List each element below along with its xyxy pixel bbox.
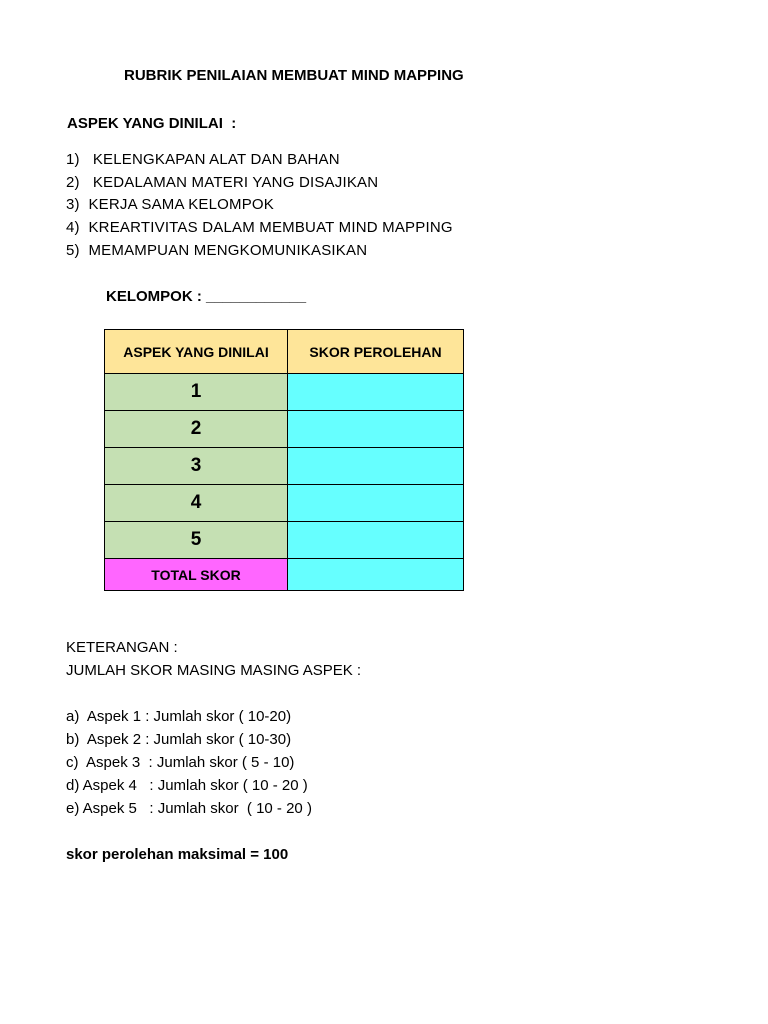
score-cell — [288, 448, 464, 485]
header-score-cell: SKOR PEROLEHAN — [288, 330, 464, 374]
table-row — [105, 411, 464, 448]
total-label-cell: TOTAL SKOR — [105, 559, 288, 591]
note-item-e: e) Aspek 5 : Jumlah skor ( 10 - 20 ) — [66, 800, 312, 817]
table-row — [105, 522, 464, 559]
note-item-d: d) Aspek 4 : Jumlah skor ( 10 - 20 ) — [66, 777, 308, 794]
notes-subheading: JUMLAH SKOR MASING MASING ASPEK : — [66, 662, 362, 679]
score-cell — [288, 522, 464, 559]
table-header-row — [105, 330, 464, 374]
score-cell — [288, 374, 464, 411]
aspect-item-3: 3) KERJA SAMA KELOMPOK — [66, 196, 275, 213]
total-score-cell — [288, 559, 464, 591]
note-item-c: c) Aspek 3 : Jumlah skor ( 5 - 10) — [66, 754, 295, 771]
aspect-item-4: 4) KREARTIVITAS DALAM MEMBUAT MIND MAPPING — [66, 219, 453, 236]
total-row — [105, 559, 464, 591]
aspect-item-5: 5) MEMAMPUAN MENGKOMUNIKASIKAN — [66, 242, 368, 259]
aspect-number-cell: 1 — [105, 374, 288, 411]
aspect-item-2: 2) KEDALAMAN MATERI YANG DISAJIKAN — [66, 174, 379, 191]
aspect-item-1: 1) KELENGKAPAN ALAT DAN BAHAN — [66, 151, 340, 168]
notes-heading: KETERANGAN : — [66, 639, 178, 656]
document-title: RUBRIK PENILAIAN MEMBUAT MIND MAPPING — [124, 67, 464, 84]
aspect-number-cell: 3 — [105, 448, 288, 485]
rubric-table — [104, 329, 464, 591]
aspect-number-cell: 4 — [105, 485, 288, 522]
group-label: KELOMPOK : ____________ — [106, 288, 307, 305]
score-cell — [288, 485, 464, 522]
table-row — [105, 374, 464, 411]
table-row — [105, 485, 464, 522]
header-aspect-cell: ASPEK YANG DINILAI — [105, 330, 288, 374]
score-cell — [288, 411, 464, 448]
aspects-heading: ASPEK YANG DINILAI : — [67, 115, 237, 132]
note-item-b: b) Aspek 2 : Jumlah skor ( 10-30) — [66, 731, 292, 748]
aspect-number-cell: 2 — [105, 411, 288, 448]
aspect-number-cell: 5 — [105, 522, 288, 559]
note-item-a: a) Aspek 1 : Jumlah skor ( 10-20) — [66, 708, 292, 725]
max-score-note: skor perolehan maksimal = 100 — [66, 846, 289, 863]
table-row — [105, 448, 464, 485]
